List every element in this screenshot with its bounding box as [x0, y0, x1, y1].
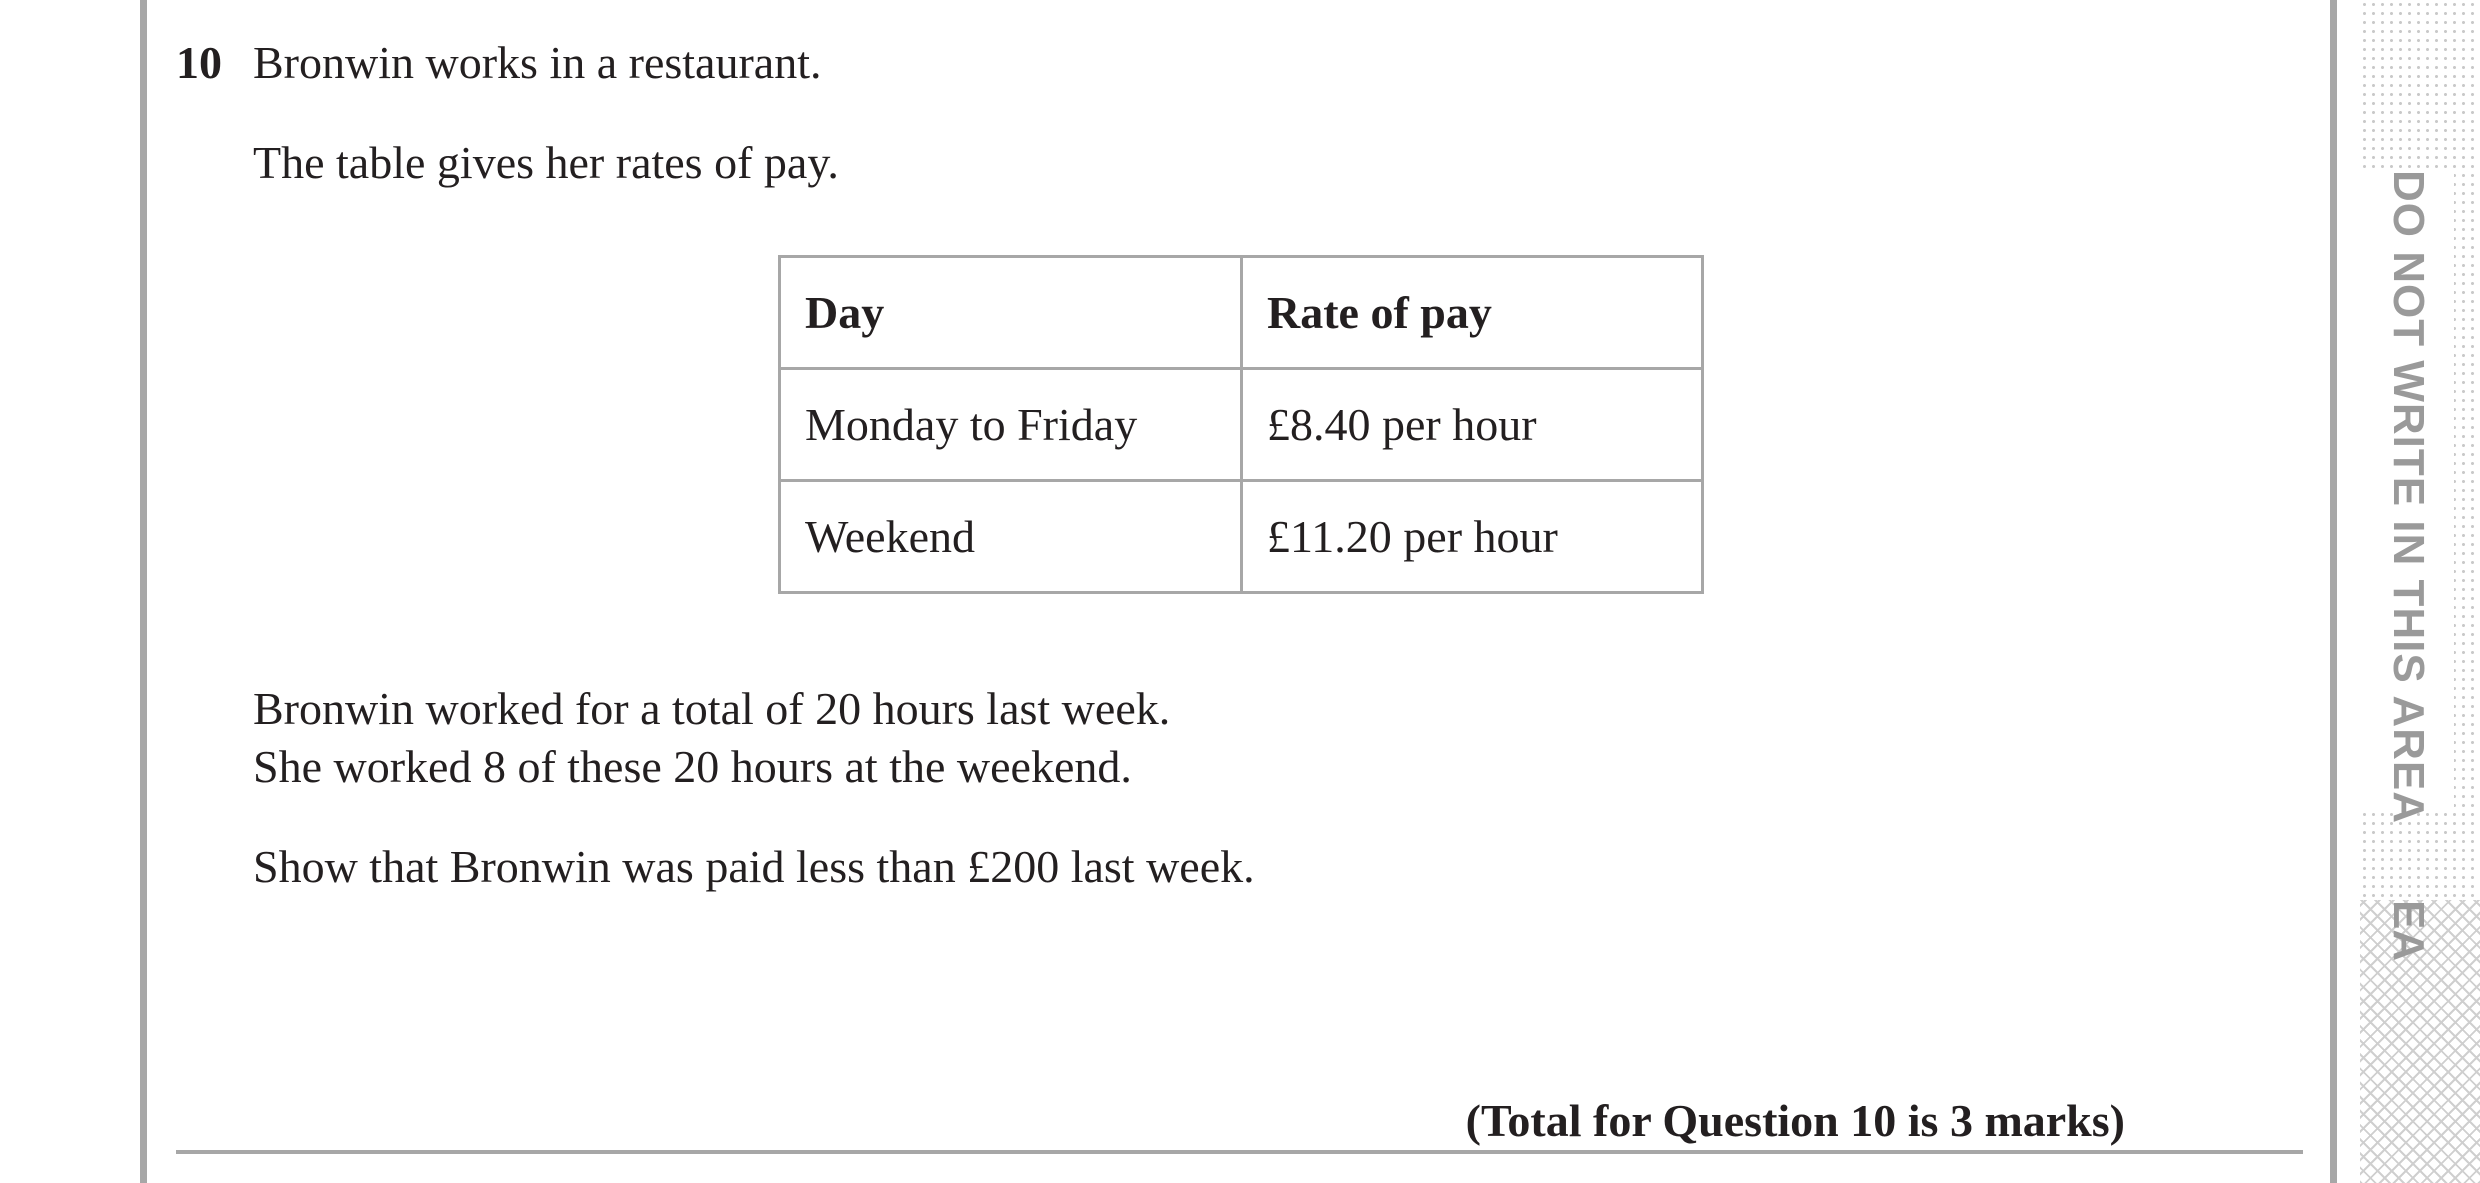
do-not-write-warning: DO NOT WRITE IN THIS AREA [2362, 170, 2454, 810]
pay-rate-table [778, 255, 1704, 594]
left-border-rule [140, 0, 147, 1183]
header-day: Day [780, 257, 1242, 369]
total-marks: (Total for Question 10 is 3 marks) [1465, 1095, 2125, 1146]
question-task: Show that Bronwin was paid less than £200 last week. [253, 841, 1255, 892]
table-cell-day: Weekend [780, 481, 1242, 593]
bottom-rule [176, 1150, 2303, 1154]
question-number: 10 [176, 37, 222, 88]
table-cell-day: Monday to Friday [780, 369, 1242, 481]
info-line-total-hours: Bronwin worked for a total of 20 hours last week. [253, 683, 1171, 734]
table-row [780, 369, 1703, 481]
table-intro: The table gives her rates of pay. [253, 137, 839, 188]
question-stem: Bronwin works in a restaurant. [253, 37, 822, 88]
do-not-write-warning-fragment: EA [2384, 900, 2433, 962]
table-row [780, 481, 1703, 593]
info-line-weekend-hours: She worked 8 of these 20 hours at the weekend. [253, 741, 1132, 792]
table-cell-rate: £11.20 per hour [1242, 481, 1703, 593]
table-cell-rate: £8.40 per hour [1242, 369, 1703, 481]
table-header-row [780, 257, 1703, 369]
right-border-rule [2330, 0, 2337, 1183]
header-rate-of-pay: Rate of pay [1242, 257, 1703, 369]
